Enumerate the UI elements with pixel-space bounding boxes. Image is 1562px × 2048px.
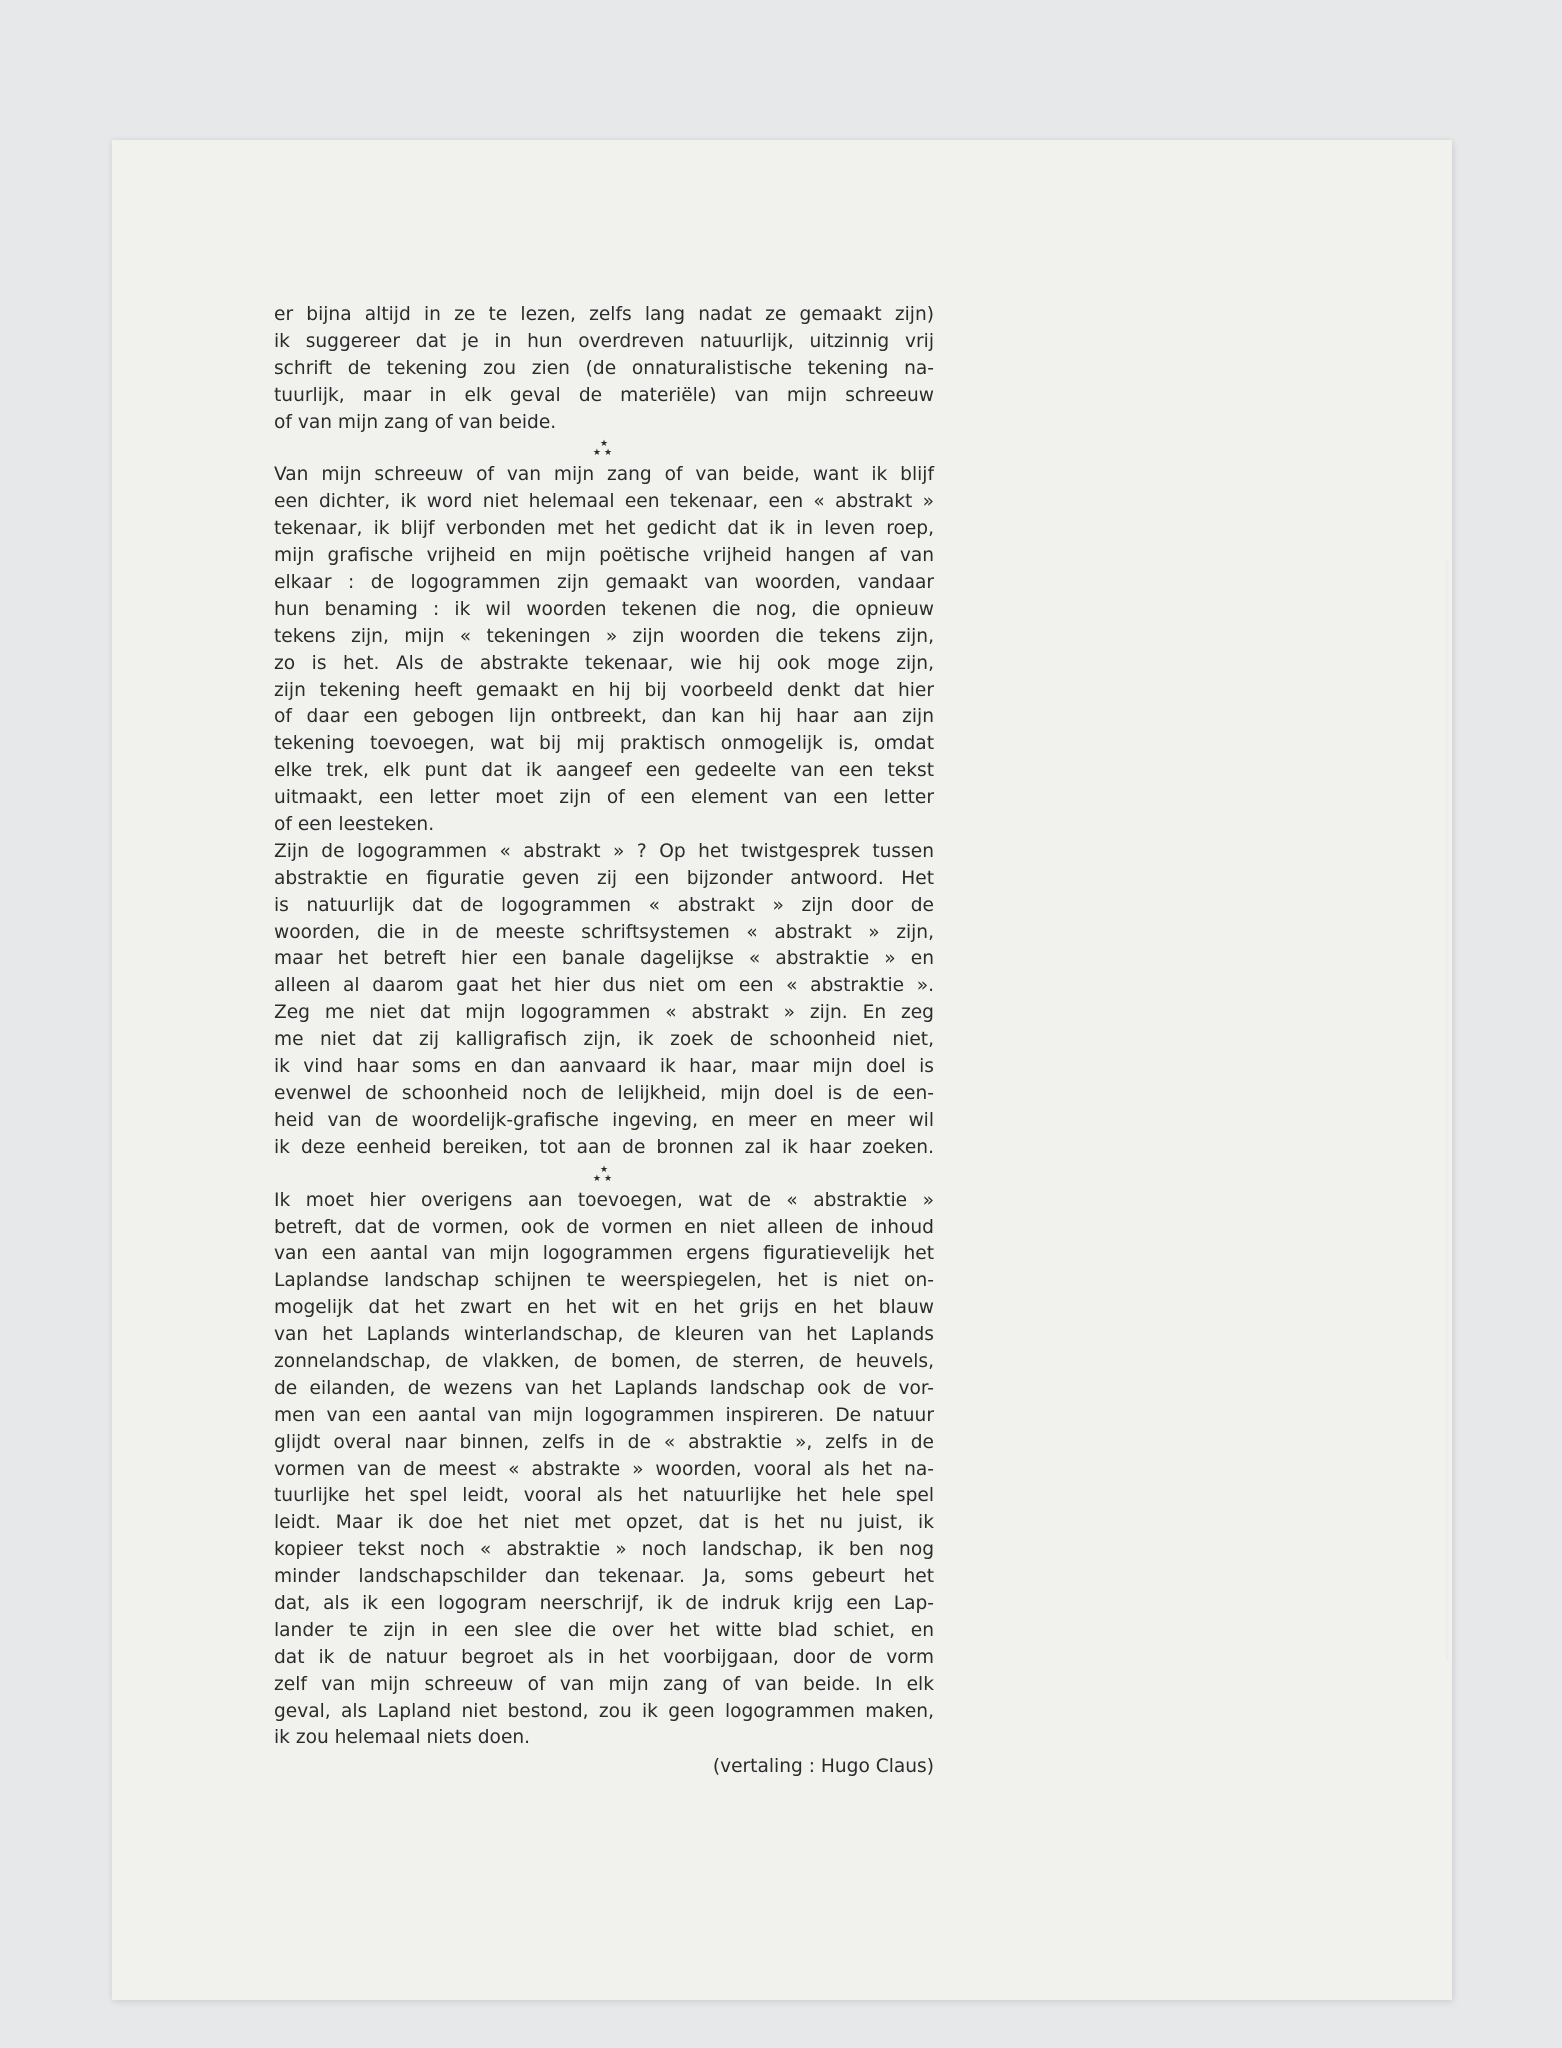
text-line: woorden, die in de meeste schriftsystemen « abstrakt » zijn, bbox=[274, 921, 934, 943]
text-line: mogelijk dat het zwart en het wit en het grijs en het blauw bbox=[274, 1297, 934, 1319]
star-icon: ★★ bbox=[592, 448, 616, 459]
star-icon: ★★ bbox=[592, 1173, 616, 1184]
text-line: ik zou helemaal niets doen. bbox=[274, 1727, 531, 1749]
text-line: of een leesteken. bbox=[274, 814, 435, 836]
text-line: tuurlijk, maar in elk geval de materiële) van mijn schreeuw bbox=[274, 384, 934, 406]
text-line: de eilanden, de wezens van het Laplands landschap ook de vor- bbox=[274, 1377, 934, 1399]
text-line: mijn grafische vrijheid en mijn poëtische vrijheid hangen af van bbox=[274, 545, 934, 567]
text-line: abstraktie en figuratie geven zij een bijzonder antwoord. Het bbox=[274, 867, 934, 889]
paragraph-3 bbox=[274, 839, 934, 1162]
text-line: elke trek, elk punt dat ik aangeef een gedeelte van een tekst bbox=[274, 760, 934, 782]
text-line: zelf van mijn schreeuw of van mijn zang of van beide. In elk bbox=[274, 1673, 934, 1695]
text-line: ik suggereer dat je in hun overdreven natuurlijk, uitzinnig vrij bbox=[274, 330, 934, 352]
text-line: me niet dat zij kalligrafisch zijn, ik zoek de schoonheid niet, bbox=[274, 1029, 934, 1051]
text-line: lander te zijn in een slee die over het witte blad schiet, en bbox=[274, 1619, 934, 1641]
text-line: een dichter, ik word niet helemaal een tekenaar, een « abstrakt » bbox=[274, 491, 934, 513]
text-line: evenwel de schoonheid noch de lelijkheid, mijn doel is de een- bbox=[274, 1082, 934, 1104]
text-line: dat, als ik een logogram neerschrijf, ik de indruk krijg een Lap- bbox=[274, 1592, 934, 1614]
text-line: elkaar : de logogrammen zijn gemaakt van woorden, vandaar bbox=[274, 572, 934, 594]
text-line: minder landschapschilder dan tekenaar. Ja, soms gebeurt het bbox=[274, 1566, 934, 1588]
text-line: dat ik de natuur begroet als in het voorbijgaan, door de vorm bbox=[274, 1646, 934, 1668]
text-line: men van een aantal van mijn logogrammen inspireren. De natuur bbox=[274, 1404, 934, 1426]
text-line: zo is het. Als de abstrakte tekenaar, wie hij ook moge zijn, bbox=[274, 652, 934, 674]
text-line: Zijn de logogrammen « abstrakt » ? Op het twistgesprek tussen bbox=[274, 840, 934, 862]
star-icon: ★ bbox=[599, 439, 609, 450]
text-line: zijn tekening heeft gemaakt en hij bij voorbeeld denkt dat hier bbox=[274, 679, 934, 701]
text-line: leidt. Maar ik doe het niet met opzet, dat is het nu juist, ik bbox=[274, 1512, 934, 1534]
text-line: Zeg me niet dat mijn logogrammen « abstrakt » zijn. En zeg bbox=[274, 1002, 934, 1024]
section-separator-stars bbox=[274, 436, 934, 462]
translated-text-body bbox=[274, 302, 934, 1781]
text-line: ik vind haar soms en dan aanvaard ik haar, maar mijn doel is bbox=[274, 1056, 934, 1078]
text-line: tekenaar, ik blijf verbonden met het gedicht dat ik in leven roep, bbox=[274, 518, 934, 540]
text-line: glijdt overal naar binnen, zelfs in de « abstraktie », zelfs in de bbox=[274, 1431, 934, 1453]
text-line: hun benaming : ik wil woorden tekenen die nog, die opnieuw bbox=[274, 598, 934, 620]
translation-credit: (vertaling : Hugo Claus) bbox=[712, 1756, 934, 1778]
text-line: Laplandse landschap schijnen te weerspiegelen, het is niet on- bbox=[274, 1270, 934, 1292]
text-line: is natuurlijk dat de logogrammen « abstrakt » zijn door de bbox=[274, 894, 934, 916]
paragraph-2 bbox=[274, 462, 934, 838]
text-line: Ik moet hier overigens aan toevoegen, wat de « abstraktie » bbox=[274, 1189, 934, 1211]
text-line: uitmaakt, een letter moet zijn of een element van een letter bbox=[274, 787, 934, 809]
text-line: van een aantal van mijn logogrammen ergens figuratievelijk het bbox=[274, 1243, 934, 1265]
text-line: alleen al daarom gaat het hier dus niet om een « abstraktie ». bbox=[274, 975, 934, 997]
text-line: Van mijn schreeuw of van mijn zang of van beide, want ik blijf bbox=[274, 464, 934, 486]
section-separator-stars bbox=[274, 1162, 934, 1188]
text-line: of van mijn zang of van beide. bbox=[274, 411, 557, 433]
text-line: of daar een gebogen lijn ontbreekt, dan kan hij haar aan zijn bbox=[274, 706, 934, 728]
text-line: van het Laplands winterlandschap, de kleuren van het Laplands bbox=[274, 1324, 934, 1346]
text-line: kopieer tekst noch « abstraktie » noch landschap, ik ben nog bbox=[274, 1539, 934, 1561]
text-line: heid van de woordelijk-grafische ingeving, en meer en meer wil bbox=[274, 1109, 934, 1131]
text-line: tuurlijke het spel leidt, vooral als het natuurlijke het hele spel bbox=[274, 1485, 934, 1507]
text-line: maar het betreft hier een banale dagelijkse « abstraktie » en bbox=[274, 948, 934, 970]
text-line: betreft, dat de vormen, ook de vormen en niet alleen de inhoud bbox=[274, 1216, 934, 1238]
text-line: er bijna altijd in ze te lezen, zelfs lang nadat ze gemaakt zijn) bbox=[274, 304, 934, 325]
text-line: zonnelandschap, de vlakken, de bomen, de sterren, de heuvels, bbox=[274, 1350, 934, 1372]
text-line: geval, als Lapland niet bestond, zou ik geen logogrammen maken, bbox=[274, 1700, 934, 1722]
paragraph-4 bbox=[274, 1188, 934, 1753]
text-line: schrift de tekening zou zien (de onnaturalistische tekening na- bbox=[274, 357, 934, 379]
text-line: tekening toevoegen, wat bij mij praktisch onmogelijk is, omdat bbox=[274, 733, 934, 755]
underlying-sheet-edge bbox=[1446, 560, 1452, 1660]
text-line: vormen van de meest « abstrakte » woorden, vooral als het na- bbox=[274, 1458, 934, 1480]
text-line: ik deze eenheid bereiken, tot aan de bronnen zal ik haar zoeken. bbox=[274, 1136, 934, 1158]
paragraph-1 bbox=[274, 302, 934, 436]
text-line: tekens zijn, mijn « tekeningen » zijn woorden die tekens zijn, bbox=[274, 625, 934, 647]
star-icon: ★ bbox=[599, 1164, 609, 1175]
